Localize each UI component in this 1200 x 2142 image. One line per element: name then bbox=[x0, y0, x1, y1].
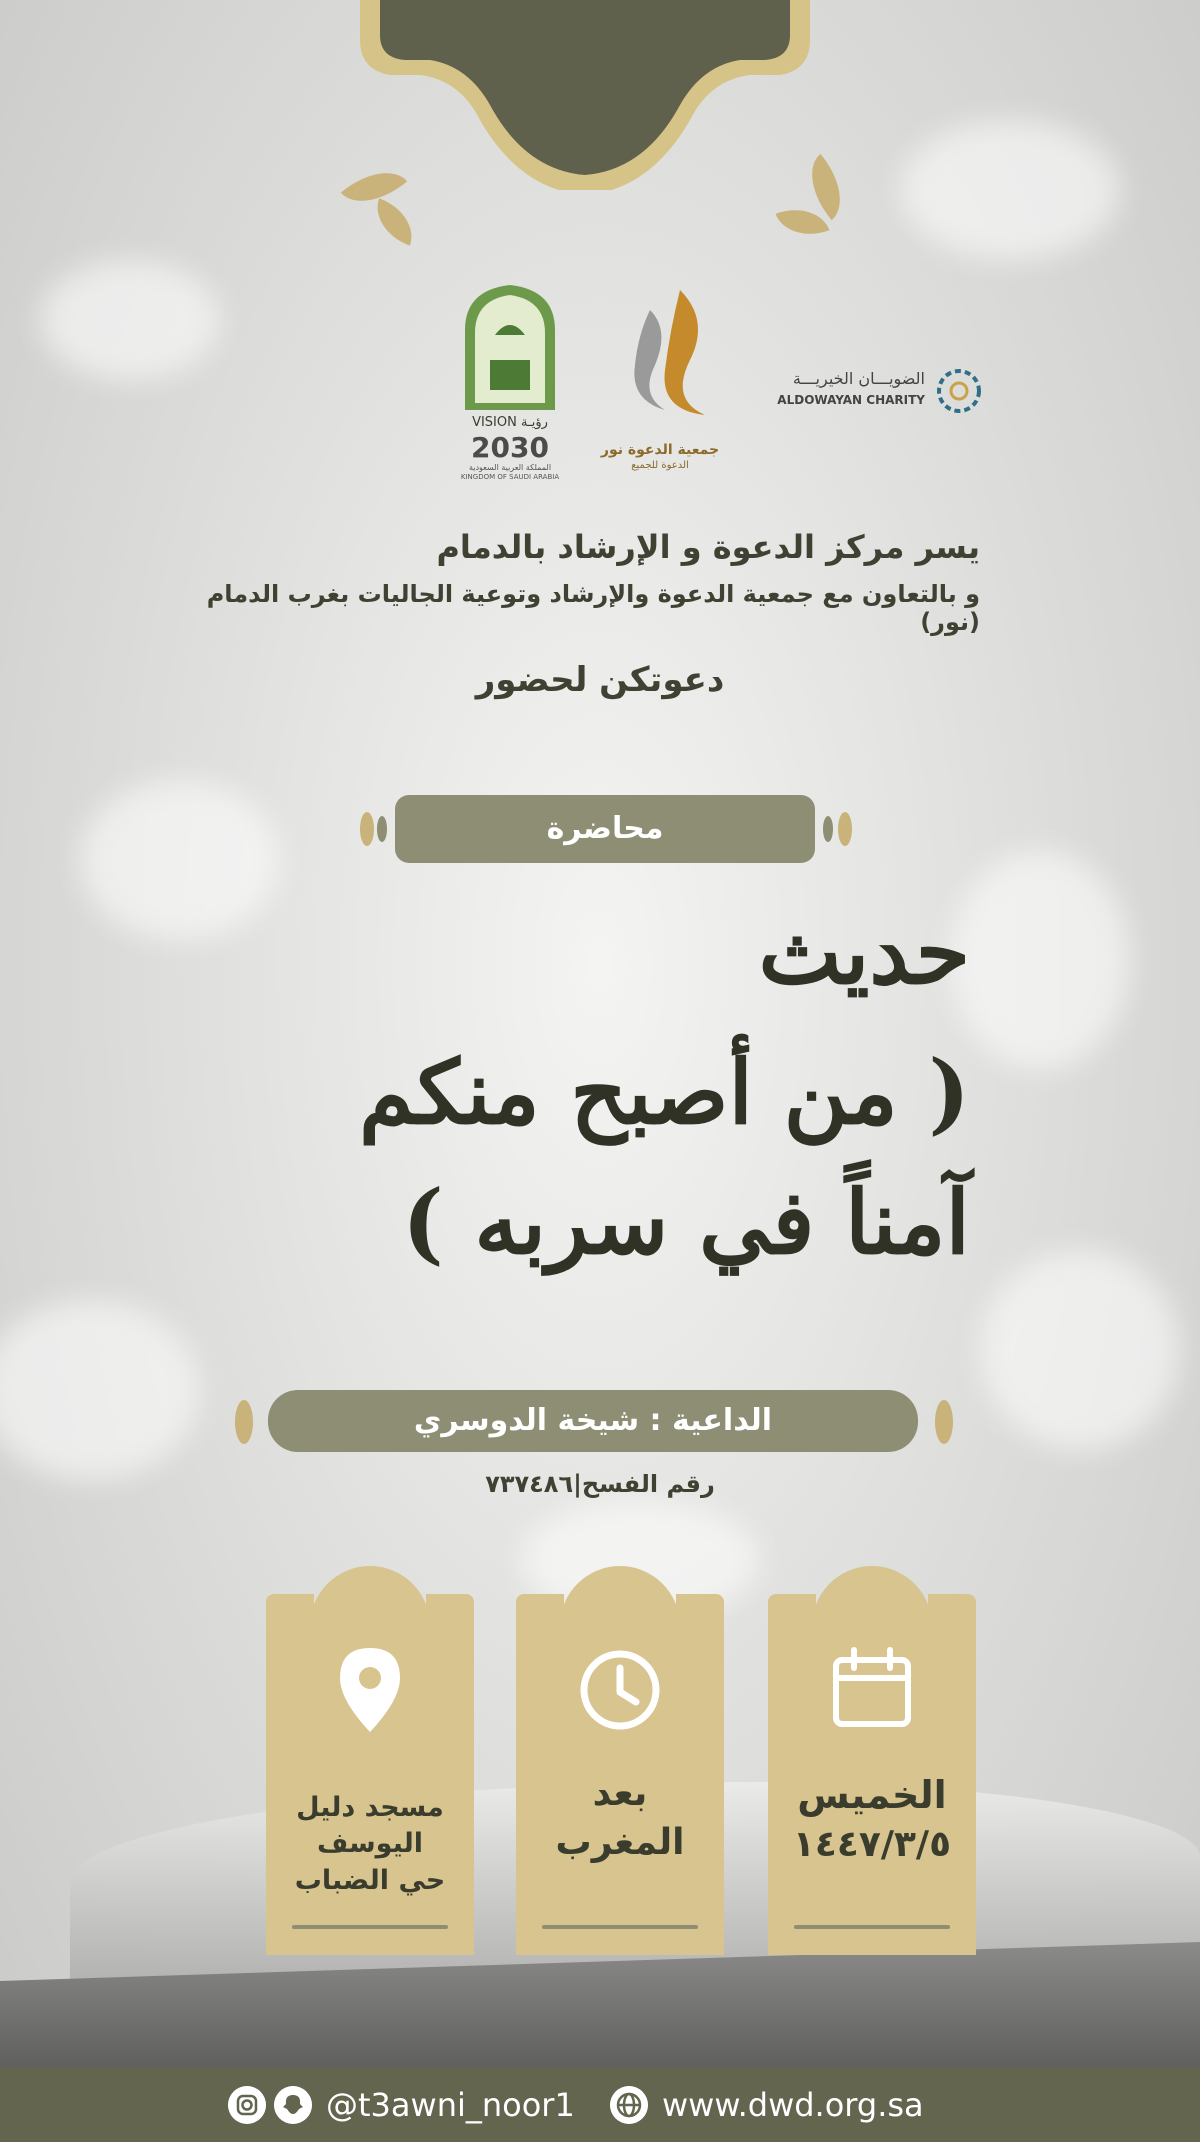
speaker-ornament-right bbox=[935, 1400, 953, 1444]
pill-ornament-left bbox=[360, 812, 374, 846]
kingdom-en-label: KINGDOM OF SAUDI ARABIA bbox=[460, 473, 560, 481]
date-day: الخميس bbox=[797, 1773, 947, 1817]
lecture-title-line3: آمناً في سربه ) bbox=[402, 1170, 970, 1274]
location-line2: اليوسف bbox=[316, 1828, 424, 1860]
globe-icon bbox=[610, 2086, 648, 2124]
lecture-title-line2: ( من أصبح منكم bbox=[358, 1040, 970, 1144]
top-arch-ornament bbox=[350, 0, 820, 190]
location-pin-icon bbox=[320, 1640, 420, 1740]
location-line3: حي الضباب bbox=[294, 1864, 446, 1896]
date-card bbox=[768, 1610, 976, 1955]
location-card bbox=[266, 1610, 474, 1955]
pill-ornament-right-inner bbox=[823, 816, 833, 842]
vision-year: 2030 bbox=[471, 431, 549, 464]
pill-ornament-left-inner bbox=[377, 816, 387, 842]
geometric-star-icon bbox=[933, 365, 985, 417]
noor-sub: الدعوة للجميع bbox=[631, 460, 689, 471]
time-line1: بعد bbox=[592, 1773, 648, 1814]
aldowayan-name-ar: الضويـــان الخيريـــة bbox=[792, 369, 925, 388]
noor-name: جمعية الدعوة نور bbox=[600, 442, 720, 458]
footer-bar bbox=[0, 2068, 1200, 2142]
lecture-title-line1: حديث bbox=[758, 900, 970, 1004]
aldowayan-charity-logo bbox=[777, 365, 985, 425]
location-line1: مسجد دليل bbox=[296, 1792, 444, 1823]
pill-ornament-right bbox=[838, 812, 852, 846]
kingdom-ar-label: المملكة العربية السعودية bbox=[468, 463, 552, 472]
invitation-text: دعوتكن لحضور bbox=[475, 660, 725, 700]
date-value: ١٤٤٧/٣/٥ bbox=[792, 1824, 952, 1866]
organizer-line: يسر مركز الدعوة و الإرشاد بالدمام bbox=[436, 528, 980, 566]
vision-ar-label: رؤيـة bbox=[520, 415, 548, 430]
collaboration-line: و بالتعاون مع جمعية الدعوة والإرشاد وتوعية الجاليات بغرب الدمام (نور) bbox=[206, 580, 980, 636]
time-line2: المغرب bbox=[555, 1821, 685, 1863]
permit-number: رقم الفسح|٧٣٧٤٨٦ bbox=[485, 1470, 715, 1498]
mosque-arch-emblem-icon bbox=[460, 285, 560, 410]
calligraphy-emblem-icon bbox=[610, 290, 720, 420]
time-card bbox=[516, 1610, 724, 1955]
noor-association-logo bbox=[585, 290, 735, 470]
event-type-badge: محاضرة bbox=[395, 795, 815, 863]
ministry-logo bbox=[455, 285, 565, 481]
calendar-icon bbox=[822, 1640, 922, 1740]
aldowayan-name-en: ALDOWAYAN CHARITY bbox=[777, 393, 925, 407]
snapchat-icon[interactable] bbox=[274, 2086, 312, 2124]
social-handle[interactable]: @t3awni_noor1 bbox=[326, 2086, 575, 2124]
speaker-ornament-left bbox=[235, 1400, 253, 1444]
vision-en-label: VISION bbox=[472, 415, 517, 430]
website-link[interactable]: www.dwd.org.sa bbox=[662, 2086, 924, 2124]
instagram-icon[interactable] bbox=[228, 2086, 266, 2124]
speaker-badge: الداعية : شيخة الدوسري bbox=[268, 1390, 918, 1452]
clock-icon bbox=[570, 1640, 670, 1740]
